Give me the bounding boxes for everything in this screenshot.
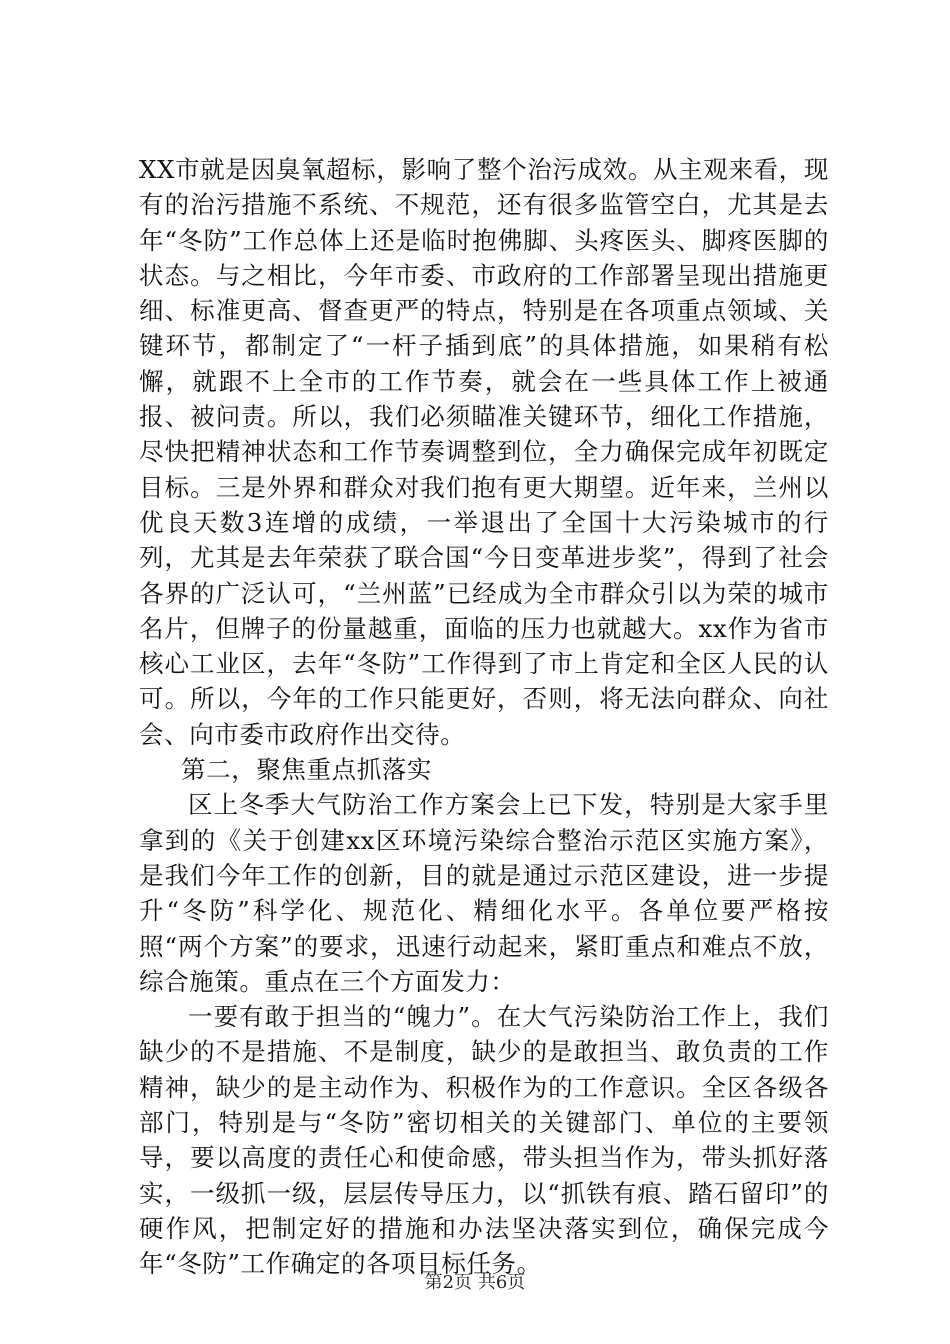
- page-footer: 第2页 共6页: [424, 1272, 526, 1293]
- section-heading: 第二，聚焦重点抓落实: [181, 755, 432, 785]
- document-body: [139, 152, 829, 1282]
- paragraph: 区上冬季大气防治工作方案会上已下发，特别是大家手里拿到的《关于创建xx区环境污染综合整治示范区实施方案》，是我们今年工作的创新，目的就是通过示范区建设，进一步提升“冬防”科学化、规范化、精细化水平。各单位要严格按照“两个方案”的要求，迅速行动起来，紧盯重点和难点不放，综合施策。重点在三个方面发力：: [139, 790, 829, 996]
- paragraph: 一要有敢于担当的“魄力”。在大气污染防治工作上，我们缺少的不是措施、不是制度，缺少的是敢担当、敢负责的工作精神，缺少的是主动作为、积极作为的工作意识。全区各级各部门，特别是与“冬防”密切相关的关键部门、单位的主要领导，要以高度的责任心和使命感，带头担当作为，带头抓好落实，一级抓一级，层层传导压力，以“抓铁有痕、踏石留印”的硬作风，把制定好的措施和办法坚决落实到位，确保完成今年“冬防”工作确定的各项目标任务。: [139, 1002, 829, 1279]
- paragraph-continuation: XX市就是因臭氧超标，影响了整个治污成效。从主观来看，现有的治污措施不系统、不规范，还有很多监管空白，尤其是去年“冬防”工作总体上还是临时抱佛脚、头疼医头、脚疼医脚的状态。与之相比，今年市委、市政府的工作部署呈现出措施更细、标准更高、督查更严的特点，特别是在各项重点领域、关键环节，都制定了“一杆子插到底”的具体措施，如果稍有松懈，就跟不上全市的工作节奏，就会在一些具体工作上被通报、被问责。所以，我们必须瞄准关键环节，细化工作措施，尽快把精神状态和工作节奏调整到位，全力确保完成年初既定目标。三是外界和群众对我们抱有更大期望。近年来，兰州以优良天数3连增的成绩，一举退出了全国十大污染城市的行列，尤其是去年荣获了联合国“今日变革进步奖”，得到了社会各界的广泛认可，“兰州蓝”已经成为全市群众引以为荣的城市名片，但牌子的份量越重，面临的压力也就越大。xx作为省市核心工业区，去年“冬防”工作得到了市上肯定和全区人民的认可。所以，今年的工作只能更好，否则，将无法向群众、向社会、向市委市政府作出交待。: [139, 155, 829, 749]
